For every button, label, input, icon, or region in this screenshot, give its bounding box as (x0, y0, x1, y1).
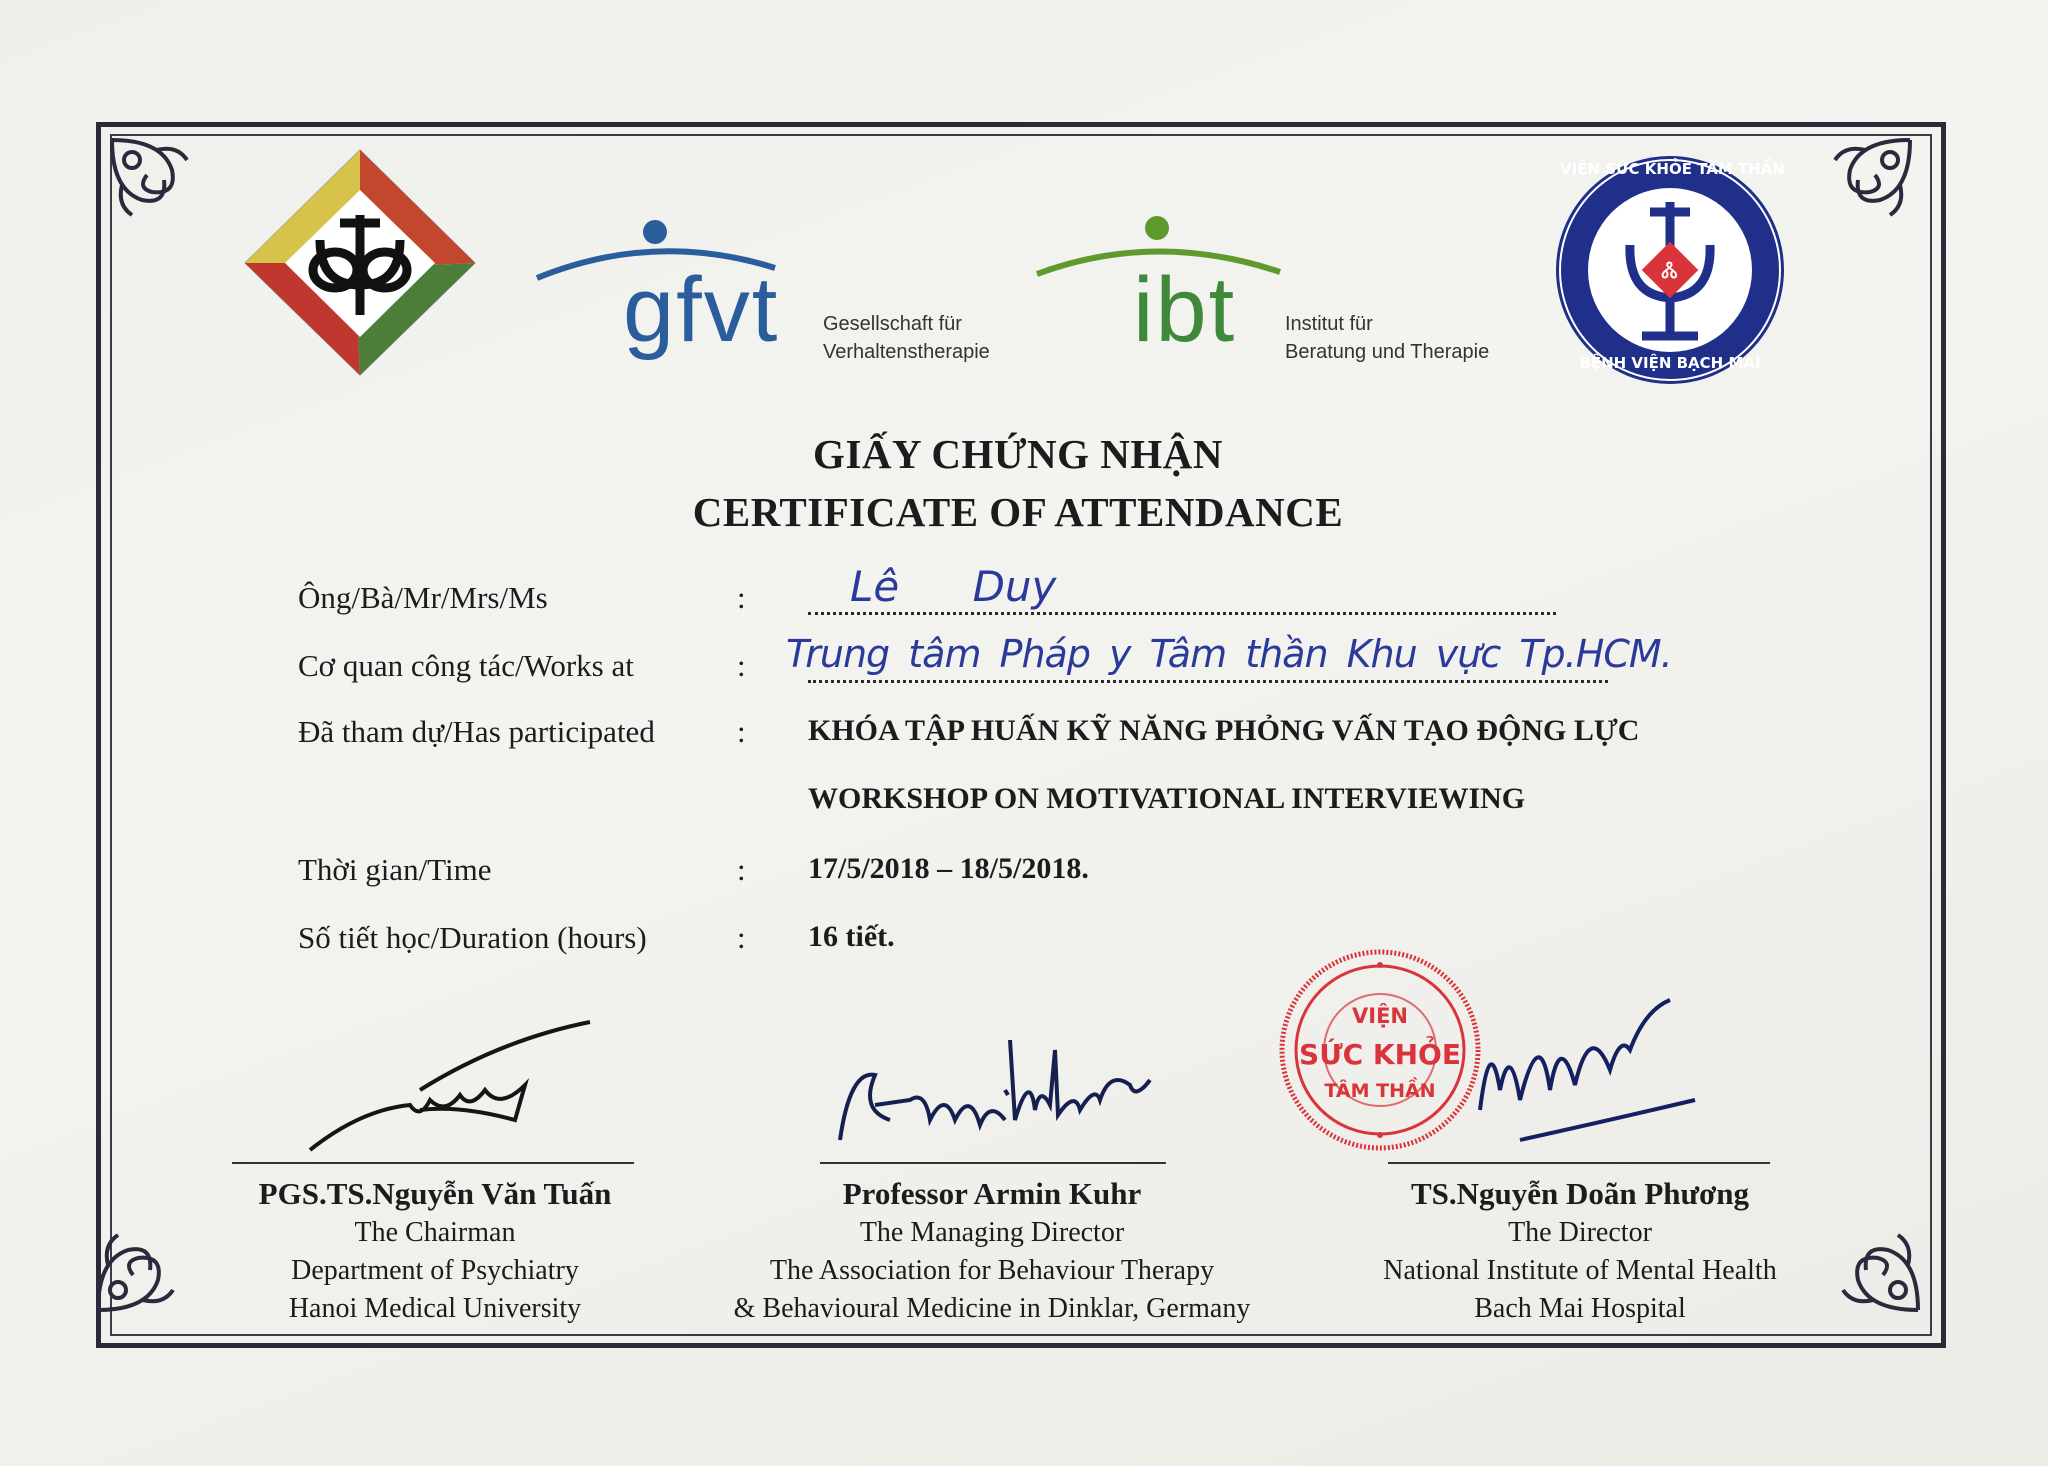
signatory-org-managing-director: & Behavioural Medicine in Dinklar, Germany (733, 1293, 1251, 1324)
corner-ornament-bottom-left-icon (88, 1200, 208, 1320)
field-value-workplace: Trung tâm Pháp y Tâm thần Khu vực Tp.HCM. (786, 632, 1672, 676)
field-label-name: Ông/Bà/Mr/Mrs/Ms (298, 580, 548, 615)
field-value-course-en: WORKSHOP ON MOTIVATIONAL INTERVIEWING (808, 782, 1526, 815)
signatory-dept-managing-director: The Association for Behaviour Therapy (769, 1255, 1215, 1286)
field-colon-participated: : (737, 714, 746, 749)
signature-managing-director-icon (830, 1030, 1170, 1150)
gfvt-logo (535, 210, 1015, 390)
field-label-workplace: Cơ quan công tác/Works at (298, 648, 634, 683)
seal-ring-top-text: VIỆN SỨC KHỎE TÂM THẦN (1560, 160, 1785, 178)
psychiatry-department-logo (240, 145, 480, 380)
gfvt-line1: Gesellschaft für (823, 313, 962, 335)
stamp-text-middle: SỨC KHỎE (1299, 1038, 1461, 1071)
signatory-name-chairman: PGS.TS.Nguyễn Văn Tuấn (258, 1176, 612, 1211)
field-colon-duration: : (737, 920, 746, 955)
signatory-role-chairman: The Chairman (354, 1217, 516, 1248)
field-value-duration: 16 tiết. (808, 920, 895, 953)
ibt-wordmark: ibt (1133, 259, 1237, 361)
corner-ornament-top-left-icon (102, 130, 222, 250)
field-label-time: Thời gian/Time (298, 852, 492, 887)
signature-director-icon (1460, 990, 1700, 1150)
field-colon-time: : (737, 852, 746, 887)
gfvt-line2: Verhaltenstherapie (823, 341, 990, 363)
signature-chairman-icon (300, 1010, 600, 1160)
field-colon-workplace: : (737, 648, 746, 683)
signatory-org-chairman: Hanoi Medical University (288, 1293, 582, 1324)
ibt-line1: Institut für (1285, 313, 1373, 335)
workplace-dotted-line (808, 680, 1608, 683)
field-value-name: Lê Duy (850, 562, 1057, 611)
certificate-title-vi: GIẤY CHỨNG NHẬN (813, 431, 1223, 477)
stamp-text-top: VIỆN (1352, 1004, 1408, 1028)
field-value-time: 17/5/2018 – 18/5/2018. (808, 852, 1089, 885)
field-value-course-vi: KHÓA TẬP HUẤN KỸ NĂNG PHỎNG VẤN TẠO ĐỘNG LỰC (808, 714, 1640, 747)
signatory-name-director: TS.Nguyễn Doãn Phương (1410, 1176, 1750, 1211)
certificate-title-en: CERTIFICATE OF ATTENDANCE (692, 489, 1344, 535)
ibt-line2: Beratung und Therapie (1285, 341, 1490, 363)
corner-ornament-top-right-icon (1800, 130, 1920, 250)
field-colon-name: : (737, 580, 746, 615)
signature-line-director (1388, 1162, 1770, 1164)
signature-line-chairman (232, 1162, 634, 1164)
field-label-duration: Số tiết học/Duration (hours) (298, 920, 647, 955)
field-label-participated: Đã tham dự/Has participated (298, 714, 655, 749)
signatory-dept-director: National Institute of Mental Health (1383, 1255, 1777, 1286)
signatory-name-managing-director: Professor Armin Kuhr (842, 1176, 1142, 1211)
signatory-dept-chairman: Department of Psychiatry (291, 1255, 579, 1286)
gfvt-wordmark: gfvt (623, 259, 780, 361)
svg-text:Ꮬ: Ꮬ (1661, 259, 1679, 284)
stamp-text-bottom: TÂM THẦN (1324, 1080, 1436, 1102)
signature-line-managing-director (820, 1162, 1166, 1164)
ibt-logo (1035, 210, 1515, 390)
signatory-role-managing-director: The Managing Director (859, 1217, 1125, 1248)
seal-ring-bottom-text: BỆNH VIỆN BẠCH MAI (1579, 354, 1761, 372)
name-dotted-line (808, 612, 1556, 615)
signatory-org-director: Bach Mai Hospital (1474, 1293, 1686, 1324)
signatory-role-director: The Director (1508, 1217, 1652, 1248)
